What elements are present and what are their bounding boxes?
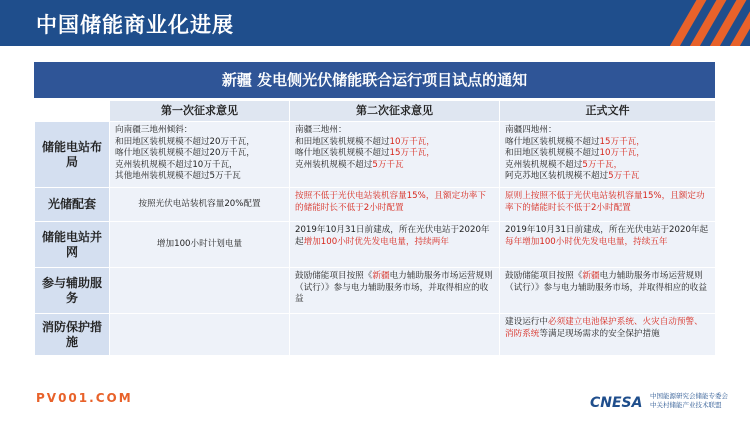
header-bar xyxy=(0,0,750,46)
table-row xyxy=(35,122,716,188)
cell-text: 2019年10月31日前建成，所在光伏电站于2020年起 xyxy=(295,225,490,247)
cell-text: 阿克苏地区装机规模不超过 xyxy=(505,171,609,181)
highlight-text: 5万千瓦， xyxy=(582,159,623,170)
stripe-decoration xyxy=(670,0,750,46)
table-cell: 增加100小时计划电量 xyxy=(110,222,290,268)
cell-text: 建设运行中 xyxy=(505,317,548,327)
table-cell: 按照不低于光伏电站装机容量15%，且额定功率下的储能时长不低于2小时配置 xyxy=(290,188,500,222)
org-line: 中国能源研究会储能专委会 xyxy=(650,392,728,400)
highlight-text: 10万千瓦， xyxy=(599,148,645,158)
column-header: 正式文件 xyxy=(500,101,716,122)
cell-text: 克州装机规模不超过 xyxy=(505,159,583,170)
cell-text: 电力辅助服务市场运营规则（试行）》参与电力辅助服务市场，并取得相应的收益 xyxy=(295,271,493,304)
corner-cell xyxy=(35,101,110,122)
highlight-text: 必须建立电池保护系统、火灾自动预警、消防系统 xyxy=(505,317,703,339)
table-row xyxy=(35,268,716,314)
highlight-text: 增加100小时优先发电电量，持续两年 xyxy=(303,236,449,247)
row-label: 储能电站并网 xyxy=(35,222,110,268)
cell-text: 和田地区装机规模不超过 xyxy=(295,136,390,147)
table-row xyxy=(35,314,716,356)
cell-text: 鼓励储能项目按照《 xyxy=(295,271,373,281)
cell-text: 鼓励储能项目按照《 xyxy=(505,271,583,281)
highlight-text: 新疆 xyxy=(372,271,390,281)
cell-text: 喀什地区装机规模不超过 xyxy=(505,136,600,147)
column-header: 第二次征求意见 xyxy=(290,101,500,122)
cell-line: 克州装机规模不超过10万千瓦， xyxy=(115,159,238,170)
table-cell xyxy=(110,268,290,314)
table-cell xyxy=(290,268,500,314)
table-header-row xyxy=(35,101,716,122)
cell-line xyxy=(295,137,494,149)
cell-line: 其他地州装机规模不超过5万千瓦 xyxy=(115,171,241,181)
table-row xyxy=(35,222,716,268)
cell-line xyxy=(505,137,710,149)
table-cell xyxy=(500,122,716,188)
highlight-text: 10万千瓦， xyxy=(389,136,435,147)
org-name xyxy=(650,392,728,410)
table-cell xyxy=(290,222,500,268)
table-cell xyxy=(500,314,716,356)
column-header: 第一次征求意见 xyxy=(110,101,290,122)
cell-text: 等满足现场需求的安全保护措施 xyxy=(539,328,660,339)
row-label: 储能电站布局 xyxy=(35,122,110,188)
highlight-text: 新疆 xyxy=(582,271,600,281)
highlight-text: 15万千瓦， xyxy=(599,136,645,147)
cell-text: 电力辅助服务市场运营规则（试行）》参与电力辅助服务市场，并取得相应的收益 xyxy=(505,271,707,293)
highlight-text: 5万千瓦 xyxy=(372,159,404,170)
highlight-text: 每年增加100小时优先发电电量，持续五年 xyxy=(505,236,668,247)
cell-line xyxy=(505,160,710,172)
table-cell xyxy=(110,314,290,356)
row-label: 参与辅助服务 xyxy=(35,268,110,314)
content-panel xyxy=(34,62,715,382)
table-cell: 按照光伏电站装机容量20%配置 xyxy=(110,188,290,222)
cell-text: 2019年10月31日前建成，所在光伏电站于2020年起 xyxy=(505,225,709,235)
table-cell xyxy=(110,122,290,188)
cell-line: 南疆四地州： xyxy=(505,125,557,135)
cell-text: 和田地区装机规模不超过 xyxy=(505,148,600,158)
table-cell xyxy=(500,222,716,268)
org-line: 中关村储能产业技术联盟 xyxy=(650,401,722,409)
table-row xyxy=(35,188,716,222)
table-cell: 原则上按照不低于光伏电站装机容量15%，且额定功率下的储能时长不低于2小时配置 xyxy=(500,188,716,222)
cell-line xyxy=(505,148,710,160)
highlight-text: 5万千瓦 xyxy=(608,171,640,181)
cell-text: 喀什地区装机规模不超过 xyxy=(295,148,390,158)
cnesa-logo: CNESA xyxy=(590,395,643,411)
highlight-text: 15万千瓦， xyxy=(389,148,435,158)
row-label: 消防保护措施 xyxy=(35,314,110,356)
cell-line xyxy=(505,171,710,183)
source-watermark: PV001.COM xyxy=(36,391,133,405)
table-cell xyxy=(500,268,716,314)
table-cell xyxy=(290,314,500,356)
cell-line xyxy=(295,160,494,172)
cell-line: 向南疆三地州倾斜： xyxy=(115,125,193,135)
page-title: 中国储能商业化进展 xyxy=(36,13,234,37)
cell-line xyxy=(295,148,494,160)
row-label: 光储配套 xyxy=(35,188,110,222)
table-cell xyxy=(290,122,500,188)
cell-text: 克州装机规模不超过 xyxy=(295,159,373,170)
comparison-table xyxy=(34,100,716,356)
notice-title: 新疆 发电侧光伏储能联合运行项目试点的通知 xyxy=(34,62,715,98)
cell-line: 和田地区装机规模不超过20万千瓦， xyxy=(115,136,255,147)
cell-line: 南疆三地州： xyxy=(295,125,347,135)
cell-line: 喀什地区装机规模不超过20万千瓦， xyxy=(115,148,255,158)
